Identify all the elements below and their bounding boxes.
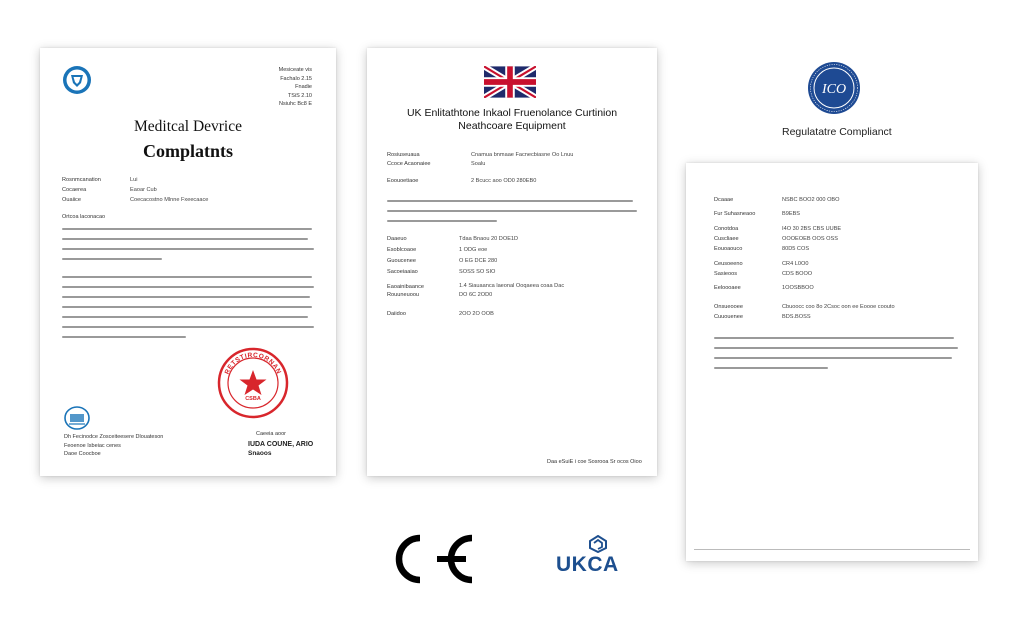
signature-line: Snaoos — [248, 449, 272, 457]
doc1-header-line: Fachalo 2.15 — [280, 75, 312, 82]
medical-device-complaints-document — [40, 48, 336, 476]
stamp-text: RETSTIRCORNAN — [223, 351, 283, 376]
doc3-field-value: 80D5 COS — [782, 246, 810, 252]
regulatory-compliance-label: Regulatatre Complianct — [782, 126, 892, 138]
doc1-signature-block — [248, 432, 313, 457]
regulatory-seal-icon — [801, 61, 867, 115]
doc1-header-line: Fnadie — [295, 84, 312, 90]
doc1-field-value: Lui — [130, 177, 138, 183]
doc1-title-line1: Meditcal Devrice — [133, 118, 242, 135]
doc1-footer-block — [64, 435, 163, 458]
doc2-field-key: Eoouoetiaoe — [387, 178, 419, 184]
doc2-field-value: Soalu — [471, 161, 486, 167]
doc2-field-key: Esoblcoaoe — [387, 247, 417, 253]
doc3-field-key: Cuuouenee — [714, 314, 743, 320]
doc3-footer-rule — [694, 549, 970, 550]
ukca-label: UKCA — [556, 553, 619, 576]
doc3-field-key: Eeloooaee — [714, 285, 741, 291]
doc2-field-value: Tdaa Bnaou 20 DOE1D — [459, 236, 519, 242]
doc3-field-key: Conotdoa — [714, 226, 739, 232]
doc2-footer-text: Daa eSuiE i coe Sosrooa Sr ocos Oioo — [547, 459, 642, 465]
doc2-field-value: 2 Bcucc aoo OD0 280EB0 — [471, 178, 537, 184]
doc3-field-value: 1OOSBBOO — [782, 285, 814, 291]
signature-line: Caeeia aoor — [256, 431, 286, 437]
ce-mark-icon — [380, 533, 480, 585]
doc2-title-line1: UK Enlitathtone Inkaol Fruenolance Curtinion — [406, 107, 618, 119]
stamp-subtext: CSBA — [245, 396, 261, 402]
doc3-field-value: B9EBS — [782, 211, 801, 217]
doc2-field-key: Daaeuo — [387, 236, 407, 242]
doc2-title-line2: Neathcoare Equipment — [458, 120, 566, 132]
uk-flag-icon — [484, 66, 536, 98]
seal-text: ICO — [821, 82, 847, 97]
doc3-field-key: Dcaaae — [714, 197, 734, 203]
doc2-field-key: Ccoce Acaonaiee — [387, 161, 431, 167]
doc2-field-value: SOSS SO SIO — [459, 269, 496, 275]
doc1-field-key: Rosnmcanation — [62, 177, 101, 183]
doc3-field-value: BDS.BOSS — [782, 314, 811, 320]
doc1-footer-line: Dh Fecinodce Zosceiteesere Dlouateson — [64, 434, 164, 440]
doc2-field-key: Rosiuseuaua — [387, 152, 420, 158]
doc1-field-key: Cocaerea — [62, 187, 87, 193]
doc3-field-value: CDS BOOO — [782, 271, 813, 277]
doc1-section-label: Ortcoa laconacao — [62, 214, 106, 220]
doc2-field-value: 1.4 Siauaanca laeonal Ooqaeea coaa Dac — [459, 283, 565, 289]
doc2-field-value: O EG DCE 280 — [459, 258, 498, 264]
doc2-field-value: 2OO 2O OOB — [459, 311, 494, 317]
doc3-field-key: Ceusoeeno — [714, 261, 743, 267]
shield-logo-icon — [62, 64, 92, 96]
doc1-title-line2: Complatnts — [142, 141, 233, 161]
doc3-field-value: OOOEOEB OOS OSS — [782, 236, 838, 242]
doc1-header-line: TSiS 2.10 — [287, 92, 312, 99]
doc3-field-value: CR4 L0O0 — [782, 261, 809, 267]
ukca-mark — [552, 531, 642, 581]
doc3-field-key: Fur Suhasneaoo — [714, 211, 756, 217]
doc1-header-block — [279, 68, 312, 108]
doc3-field-key: Cuscliaee — [714, 236, 739, 242]
doc1-header-line: Nsiuhc Bc8 E — [278, 101, 312, 107]
doc2-field-key: Daiidoo — [387, 311, 406, 317]
doc1-header-line: Mesiceate vis — [278, 67, 312, 73]
ukca-emblem-icon — [588, 535, 608, 553]
doc2-field-value: 1 ODG eoe — [459, 247, 488, 253]
doc1-footer-line: Feoenoe Isbeiac cenes — [64, 442, 121, 449]
doc3-field-value: NSBC BOO2 000 OBO — [782, 197, 840, 203]
uk-certification-document — [367, 48, 657, 476]
doc1-footer-line: Daoe Coocboe — [64, 451, 101, 457]
doc2-field-key: Eaoainibaance Rouuneuoou — [387, 284, 425, 299]
doc3-field-value: Cbuoocc coo 8o 2Csoc oon ee Eoooe coouto — [782, 304, 895, 310]
doc3-field-value: Ⅰ4O 30 2BS CBS UUBE — [782, 226, 842, 232]
doc2-field-value: DO 6C 2OD0 — [459, 292, 493, 298]
red-stamp-icon — [216, 346, 290, 420]
org-logo-icon — [64, 406, 90, 430]
doc1-field-value: Eaoar Cub — [130, 187, 157, 193]
doc1-field-key: Ouaiice — [62, 197, 81, 203]
doc3-field-key: Eouoaouco — [714, 246, 743, 252]
doc2-field-key: Sacoeiaaiao — [387, 269, 418, 275]
doc3-field-key: Onsueooee — [714, 304, 743, 310]
signature-line: IUDA COUNE, ARIO — [248, 440, 314, 448]
doc3-field-key: Sasieoos — [714, 271, 738, 277]
doc1-field-value: Coecacostno Mlnne Fxeecaace — [130, 197, 209, 203]
regulatory-compliance-document — [686, 163, 978, 561]
doc2-field-value: Cnamua bnmaae Facnecbiasne Oo Lnuu — [471, 152, 574, 158]
doc2-field-key: Guoucenee — [387, 258, 416, 264]
